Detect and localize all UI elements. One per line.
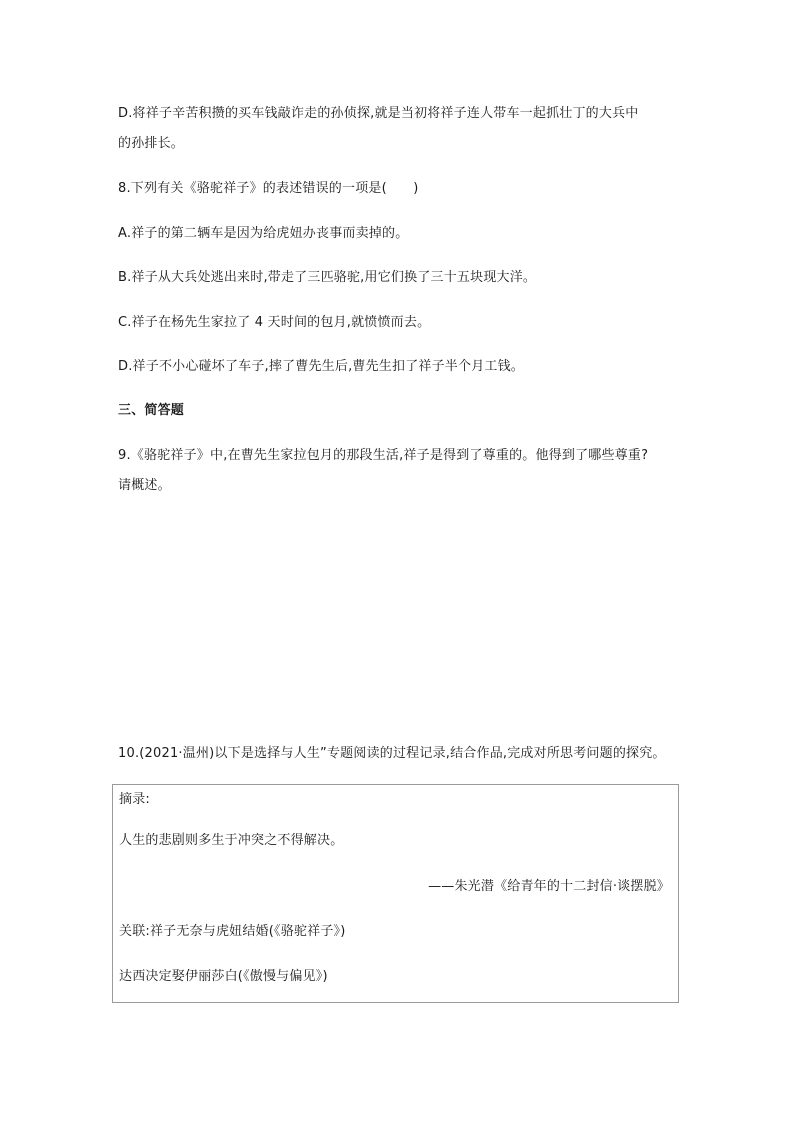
q8-option-a: A.祥子的第二辆车是因为给虎妞办丧事而卖掉的。 — [118, 226, 409, 241]
q8-option-c: C.祥子在杨先生家拉了 4 天时间的包月,就愤愤而去。 — [118, 315, 431, 330]
q8-option-b: B.祥子从大兵处逃出来时,带走了三匹骆驼,用它们换了三十五块现大洋。 — [118, 270, 537, 285]
q9-line2: 请概述。 — [118, 478, 171, 493]
q10-stem: 10.(2021·温州)以下是选择与人生”专题阅读的过程记录,结合作品,完成对所思考问题的探究。 — [118, 746, 666, 761]
excerpt-link-1: 关联:祥子无奈与虎妞结婚(《骆驼祥子》) — [119, 924, 346, 939]
excerpt-link-2: 达西决定娶伊丽莎白(《傲慢与偏见》) — [119, 969, 328, 984]
excerpt-box — [112, 784, 679, 1003]
q7-option-d-line2: 的孙排长。 — [118, 136, 185, 151]
q9-line1: 9.《骆驼祥子》中,在曹先生家拉包月的那段生活,祥子是得到了尊重的。他得到了哪些尊重? — [118, 448, 649, 463]
section-title: 三、简答题 — [118, 403, 185, 418]
q7-option-d-line1: D.将祥子辛苦积攒的买车钱敲诈走的孙侦探,就是当初将祥子连人带车一起抓壮丁的大兵中 — [118, 106, 639, 121]
q8-stem: 8.下列有关《骆驼祥子》的表述错误的一项是( ) — [118, 181, 419, 196]
excerpt-quote: 人生的悲剧则多生于冲突之不得解决。 — [119, 833, 344, 848]
q8-option-d: D.祥子不小心碰坏了车子,摔了曹先生后,曹先生扣了祥子半个月工钱。 — [118, 359, 525, 374]
excerpt-attribution: ——朱光潜《给青年的十二封信·谈摆脱》 — [428, 879, 670, 894]
excerpt-label: 摘录: — [119, 792, 150, 807]
